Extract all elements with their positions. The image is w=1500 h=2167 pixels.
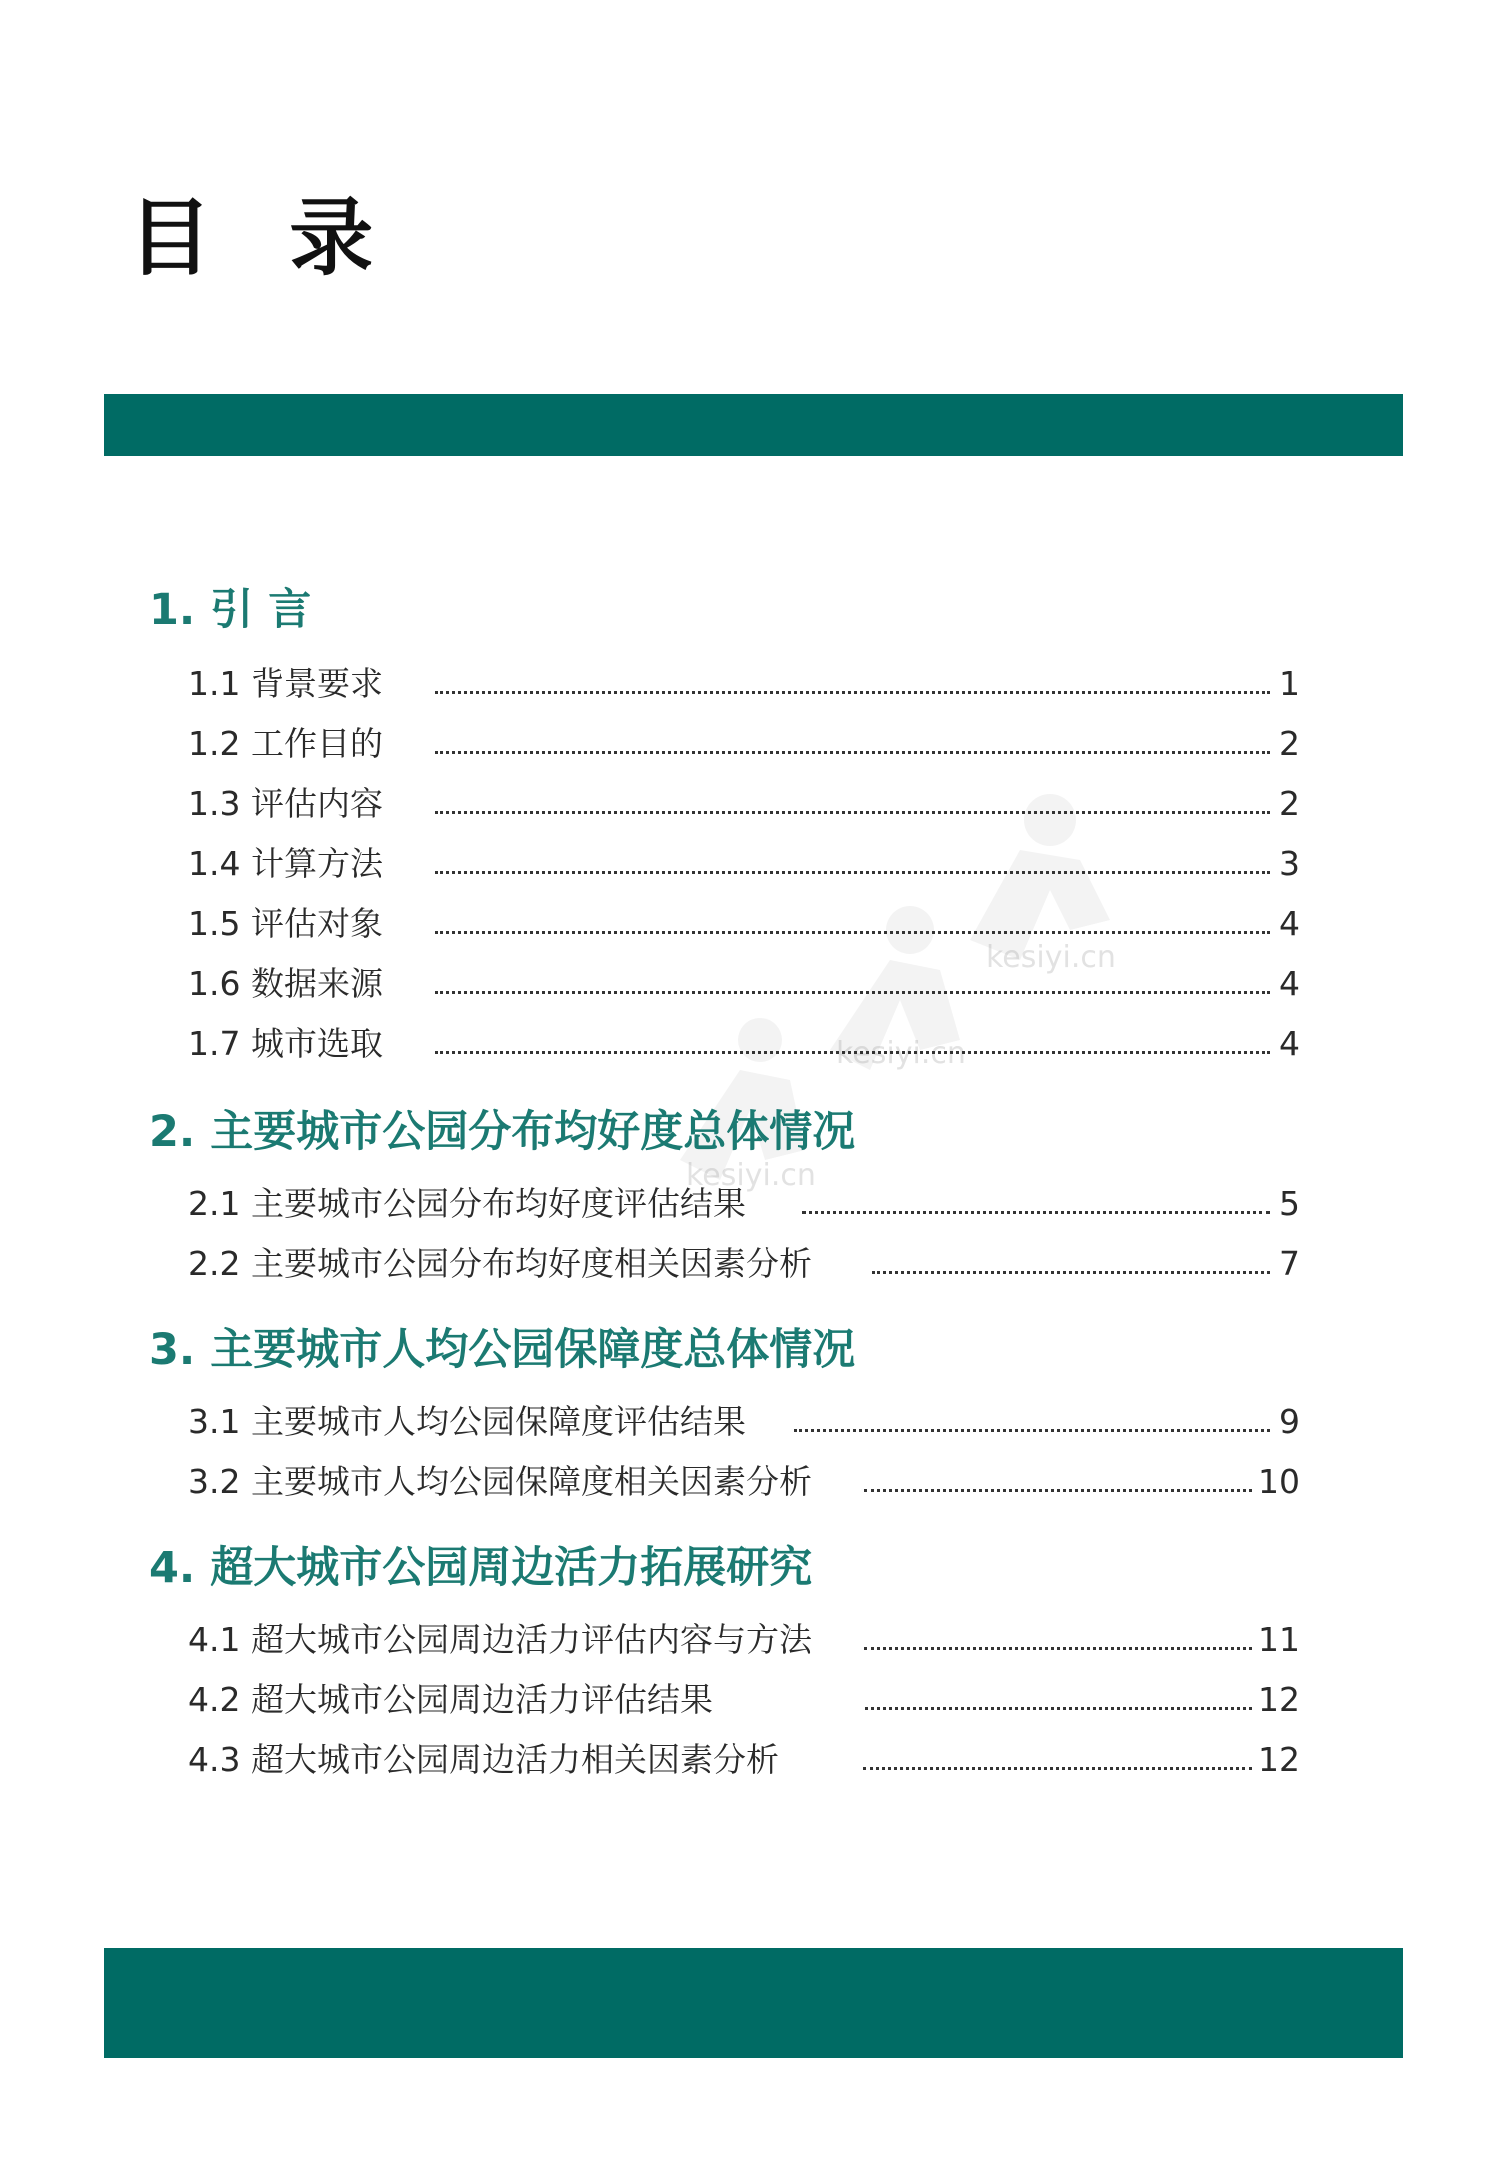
toc-entry-label: 2.2 主要城市公园分布均好度相关因素分析 [188, 1244, 812, 1283]
toc-entry[interactable] [188, 898, 1300, 946]
toc-entry[interactable] [188, 1238, 1300, 1286]
toc-entry[interactable] [188, 718, 1300, 766]
toc-entry-page: 1 [1279, 664, 1300, 703]
toc-entry-page: 9 [1279, 1402, 1300, 1441]
toc-entry-label: 2.1 主要城市公园分布均好度评估结果 [188, 1184, 746, 1223]
toc-entry-page: 4 [1279, 904, 1300, 943]
toc-entry-page: 12 [1258, 1680, 1300, 1719]
toc-entry-page: 4 [1279, 964, 1300, 1003]
toc-entry-page: 3 [1279, 844, 1300, 883]
toc-entry-label: 1.4 计算方法 [188, 844, 383, 883]
dot-leader [802, 1211, 1270, 1214]
toc-entry[interactable] [188, 778, 1300, 826]
watermark-text: kesiyi.cn [986, 940, 1116, 975]
toc-entry-label: 3.2 主要城市人均公园保障度相关因素分析 [188, 1462, 812, 1501]
toc-entry[interactable] [188, 1614, 1300, 1662]
toc-entry[interactable] [188, 658, 1300, 706]
toc-entry-label: 1.5 评估对象 [188, 904, 383, 943]
section-heading: 2. 主要城市公园分布均好度总体情况 [149, 1107, 856, 1157]
dot-leader [435, 1051, 1270, 1054]
toc-entry-label: 4.3 超大城市公园周边活力相关因素分析 [188, 1740, 779, 1779]
toc-entry-page: 12 [1258, 1740, 1300, 1779]
toc-entry[interactable] [188, 958, 1300, 1006]
dot-leader [864, 1489, 1252, 1492]
toc-entry[interactable] [188, 1018, 1300, 1066]
toc-entry-page: 7 [1279, 1244, 1300, 1283]
dot-leader [864, 1647, 1252, 1650]
toc-entry[interactable] [188, 1456, 1300, 1504]
toc-entry-label: 1.1 背景要求 [188, 664, 383, 703]
dot-leader [435, 811, 1270, 814]
dot-leader [435, 931, 1270, 934]
section-heading: 3. 主要城市人均公园保障度总体情况 [149, 1325, 856, 1375]
toc-entry[interactable] [188, 838, 1300, 886]
dot-leader [872, 1271, 1270, 1274]
dot-leader [435, 691, 1270, 694]
toc-entry-page: 5 [1279, 1184, 1300, 1223]
dot-leader [435, 751, 1270, 754]
toc-entry-page: 2 [1279, 784, 1300, 823]
dot-leader [435, 871, 1270, 874]
toc-entry-label: 1.7 城市选取 [188, 1024, 383, 1063]
dot-leader [865, 1707, 1252, 1710]
section-heading: 1. 引 言 [149, 585, 312, 635]
dot-leader [863, 1767, 1252, 1770]
dot-leader [435, 991, 1270, 994]
toc-entry-label: 4.2 超大城市公园周边活力评估结果 [188, 1680, 713, 1719]
section-heading: 4. 超大城市公园周边活力拓展研究 [149, 1543, 813, 1593]
bottom-accent-band [104, 1948, 1403, 2058]
toc-entry[interactable] [188, 1178, 1300, 1226]
toc-entry[interactable] [188, 1674, 1300, 1722]
toc-entry-label: 1.6 数据来源 [188, 964, 383, 1003]
toc-entry-page: 11 [1258, 1620, 1300, 1659]
watermark-text: kesiyi.cn [836, 1036, 966, 1071]
toc-entry-label: 1.3 评估内容 [188, 784, 383, 823]
dot-leader [794, 1429, 1270, 1432]
toc-entry[interactable] [188, 1734, 1300, 1782]
toc-entry-page: 4 [1279, 1024, 1300, 1063]
toc-entry-label: 4.1 超大城市公园周边活力评估内容与方法 [188, 1620, 812, 1659]
watermark-text: kesiyi.cn [686, 1158, 816, 1193]
toc-entry-page: 10 [1258, 1462, 1300, 1501]
toc-entry[interactable] [188, 1396, 1300, 1444]
page-title: 目 录 [128, 189, 398, 287]
toc-entry-label: 1.2 工作目的 [188, 724, 383, 763]
toc-entry-page: 2 [1279, 724, 1300, 763]
toc-entry-label: 3.1 主要城市人均公园保障度评估结果 [188, 1402, 746, 1441]
